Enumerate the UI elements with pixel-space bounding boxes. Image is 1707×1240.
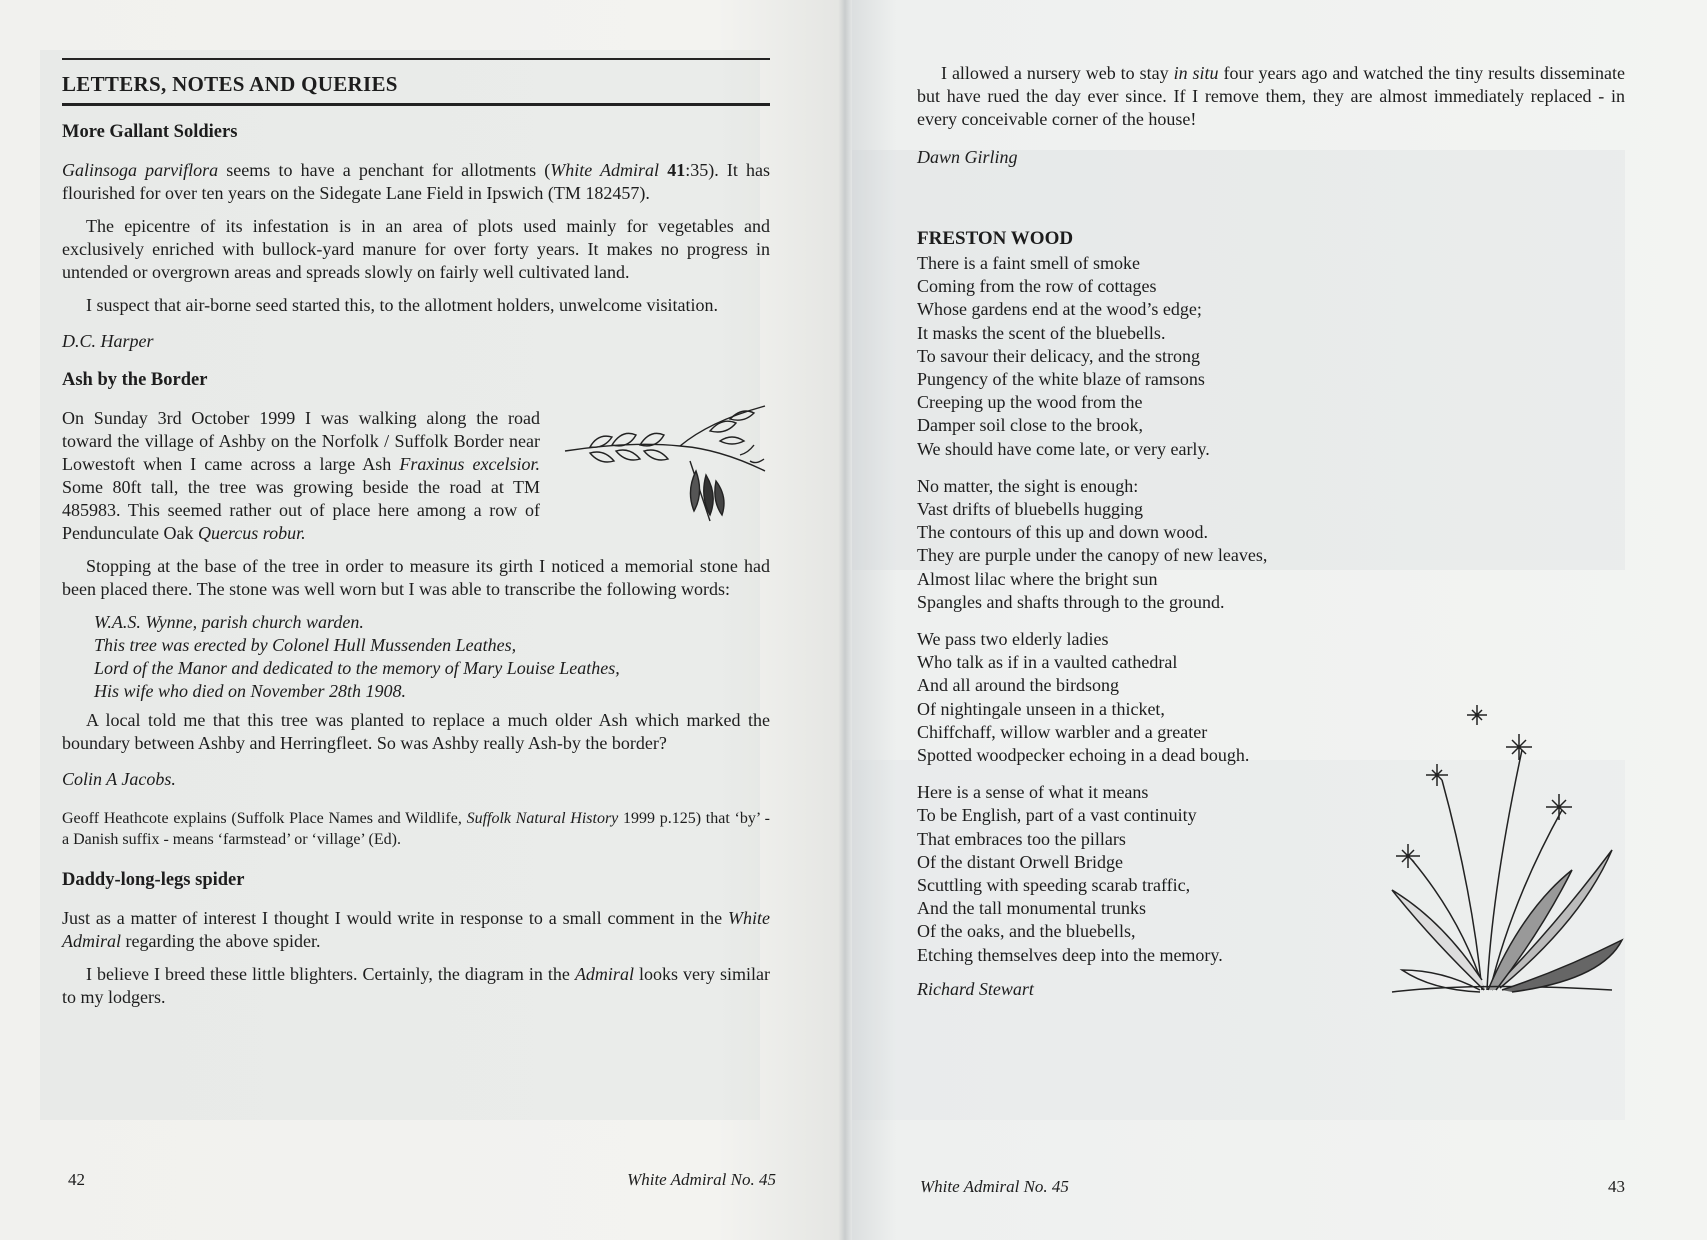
journal-name: Suffolk Natural History — [466, 810, 619, 827]
article-heading: Daddy-long-legs spider — [62, 870, 245, 890]
journal-name: Admiral — [574, 964, 634, 984]
text: :35). It has flourished for over ten years on the Sidegate Lane Field in Ipswich (TM 182457). — [62, 160, 770, 203]
book-gutter — [838, 0, 852, 1240]
section-title: LETTERS, NOTES AND QUERIES — [62, 72, 770, 106]
poem-stanza — [917, 475, 1625, 614]
paragraph: A local told me that this tree was planted to replace a much older Ash which marked the boundary between Ashby and Herringfleet. So was Ashby really Ash-by the border? — [62, 710, 770, 753]
text: 1999 p.125) that ‘by’ - a Danish suffix - means ‘farmstead’ or ‘village’ (Ed). — [62, 810, 771, 848]
left-footer — [68, 1170, 776, 1190]
poem-line: We should have come late, or very early. — [917, 438, 1210, 459]
text: Geoff Heathcote explains (Suffolk Place Names and Wildlife, — [62, 810, 467, 827]
poem-line: We pass two elderly ladies — [917, 629, 1109, 650]
page-number: 43 — [1608, 1177, 1625, 1196]
signature: Colin A Jacobs. — [62, 769, 176, 789]
inscription-line: His wife who died on November 28th 1908. — [94, 681, 406, 701]
text: regarding the above spider. — [121, 931, 321, 951]
paragraph: The epicentre of its infestation is in an area of plots used mainly for vegetables and exclusively enriched with bullock-yard manure for over forty years. It makes no progress in untended or overgrown areas and spreads slowly on fairly well cultivated land. — [62, 216, 770, 282]
memorial-inscription — [94, 611, 770, 703]
text: Some 80ft tall, the tree was growing beside the road at TM 485983. This seemed rather out of place here among a row of Pendunculate Oak — [62, 477, 540, 543]
top-rule — [62, 58, 770, 60]
text: On Sunday 3rd October 1999 I was walking along the road toward the village of Ashby on the Norfolk / Suffolk Border near Lowestoft when I came across a large Ash — [62, 408, 540, 474]
species-name: Galinsoga parviflora — [62, 160, 219, 180]
ramsons-flower-sketch-icon — [1372, 690, 1632, 1000]
poem-line: Spotted woodpecker echoing in a dead bough. — [917, 745, 1250, 766]
poem-line: Of nightingale unseen in a thicket, — [917, 698, 1165, 719]
paragraph — [917, 62, 1625, 131]
poem-line: Etching themselves deep into the memory. — [917, 944, 1223, 965]
species-name: Quercus robur. — [197, 523, 306, 543]
paragraph — [62, 907, 770, 953]
journal-name: White Admiral — [550, 160, 660, 180]
poem-line: Almost lilac where the bright sun — [917, 568, 1158, 589]
poem-line: Vast drifts of bluebells hugging — [917, 499, 1143, 520]
signature: Dawn Girling — [917, 147, 1018, 167]
signature: Richard Stewart — [917, 978, 1034, 999]
inscription-line: W.A.S. Wynne, parish church warden. — [94, 612, 364, 632]
editor-note — [62, 808, 770, 850]
ash-leaf-sketch-icon — [560, 401, 770, 531]
poem-line: To savour their delicacy, and the strong — [917, 345, 1200, 366]
left-column — [62, 58, 770, 1019]
inscription-line: This tree was erected by Colonel Hull Mussenden Leathes, — [94, 635, 517, 655]
poem-line: Creeping up the wood from the — [917, 392, 1143, 413]
article-heading: Ash by the Border — [62, 370, 208, 390]
ash-article — [62, 407, 770, 545]
article-heading: More Gallant Soldiers — [62, 122, 238, 142]
signature: D.C. Harper — [62, 331, 154, 351]
poem-line: It masks the scent of the bluebells. — [917, 322, 1166, 343]
poem-line: That embraces too the pillars — [917, 828, 1126, 849]
volume-number: 41 — [659, 160, 686, 180]
poem-line: Pungency of the white blaze of ramsons — [917, 369, 1205, 390]
paragraph: I suspect that air-borne seed started this, to the allotment holders, unwelcome visitation. — [86, 295, 718, 315]
text: Just as a matter of interest I thought I would write in response to a small comment in the — [62, 908, 728, 928]
poem-line: They are purple under the canopy of new leaves, — [917, 545, 1268, 566]
poem-line: Here is a sense of what it means — [917, 782, 1149, 803]
species-name: Fraxinus excelsior. — [399, 454, 540, 474]
text: I allowed a nursery web to stay — [941, 63, 1174, 83]
poem-line: Who talk as if in a vaulted cathedral — [917, 652, 1178, 673]
poem-line: No matter, the sight is enough: — [917, 475, 1139, 496]
poem-line: Of the oaks, and the bluebells, — [917, 921, 1136, 942]
poem-line: The contours of this up and down wood. — [917, 522, 1208, 543]
page-number: 42 — [68, 1170, 85, 1189]
paragraph — [62, 407, 540, 545]
poem-line: Whose gardens end at the wood’s edge; — [917, 299, 1202, 320]
poem-stanza — [917, 252, 1625, 461]
poem-line: Damper soil close to the brook, — [917, 415, 1143, 436]
footer-journal: White Admiral No. 45 — [627, 1170, 776, 1189]
text: seems to have a penchant for allotments ( — [218, 160, 551, 180]
right-footer — [920, 1177, 1625, 1197]
journal-name: White Admiral — [62, 908, 770, 951]
paragraph — [62, 159, 770, 205]
poem-title: FRESTON WOOD — [917, 228, 1074, 249]
text: looks very similar to my lodgers. — [62, 964, 771, 1007]
footer-journal: White Admiral No. 45 — [920, 1177, 1069, 1196]
poem-line: And all around the birdsong — [917, 675, 1119, 696]
text: four years ago and watched the tiny results disseminate but have rued the day ever since. If I remove them, they are almost immediately replaced - in every conceivable corner of the house! — [917, 63, 1625, 129]
paragraph: Stopping at the base of the tree in order to measure its girth I noticed a memorial stone had been placed there. The stone was well worn but I was able to transcribe the following words: — [62, 556, 770, 599]
text: I believe I breed these little blighters. Certainly, the diagram in the — [86, 964, 575, 984]
poem-line: Coming from the row of cottages — [917, 276, 1157, 297]
poem-line: To be English, part of a vast continuity — [917, 805, 1197, 826]
paragraph — [62, 963, 770, 1009]
inscription-line: Lord of the Manor and dedicated to the memory of Mary Louise Leathes, — [94, 658, 620, 678]
poem-line: Spangles and shafts through to the ground. — [917, 591, 1225, 612]
poem-line: Scuttling with speeding scarab traffic, — [917, 875, 1191, 896]
poem-line: Of the distant Orwell Bridge — [917, 851, 1123, 872]
poem-line: And the tall monumental trunks — [917, 898, 1146, 919]
poem-line: Chiffchaff, willow warbler and a greater — [917, 721, 1208, 742]
poem-line: There is a faint smell of smoke — [917, 253, 1140, 273]
latin-phrase: in situ — [1173, 63, 1219, 83]
